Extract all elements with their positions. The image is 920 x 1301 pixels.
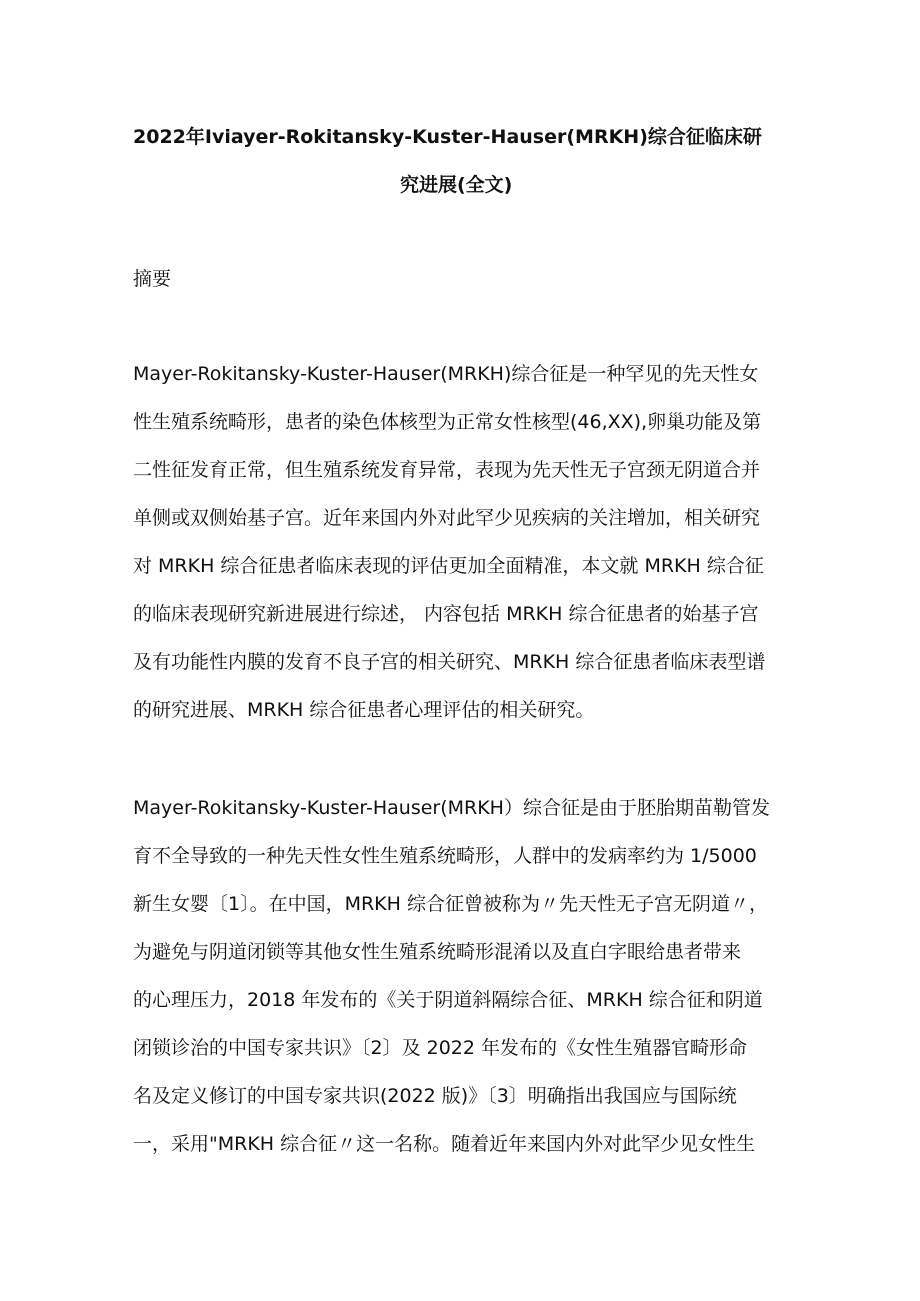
text-line: 名及定义修订的中国专家共识(2022 版)》〔3〕明确指出我国应与国际统	[133, 1085, 737, 1107]
abstract-heading: 摘要	[133, 268, 172, 290]
text-line: 性生殖系统畸形，患者的染色体核型为正常女性核型(46,XX),卵巢功能及第	[133, 411, 762, 433]
body-paragraph	[133, 794, 795, 1178]
text-line: 的心理压力，2018 年发布的《关于阴道斜隔综合征、MRKH 综合征和阴道	[133, 989, 763, 1011]
text-line: Mayer-Rokitansky-Kuster-Hauser(MRKH）综合征是由于胚胎期苗勒管发	[133, 797, 770, 819]
text-line: 为避免与阴道闭锁等其他女性生殖系统畸形混淆以及直白字眼给患者带来	[133, 941, 742, 963]
text-line: 闭锁诊治的中国专家共识》〔2〕及 2022 年发布的《女性生殖器官畸形命	[133, 1037, 748, 1059]
text-line: Mayer-Rokitansky-Kuster-Hauser(MRKH)综合征是一种罕见的先天性女	[133, 363, 759, 385]
text-line: 单侧或双侧始基子宫。近年来国内外对此罕少见疾病的关注增加，相关研究	[133, 507, 761, 529]
text-line: 及有功能性内膜的发育不良子宫的相关研究、MRKH 综合征患者临床表型谱	[133, 651, 766, 673]
text-line: 的临床表现研究新进展进行综述， 内容包括 MRKH 综合征患者的始基子宫	[133, 603, 759, 625]
document-title-line-2: 究进展(全文)	[400, 174, 513, 196]
text-line: 的研究进展、MRKH 综合征患者心理评估的相关研究。	[133, 699, 595, 721]
abstract-paragraph	[133, 360, 795, 744]
text-line: 二性征发育正常，但生殖系统发育异常，表现为先天性无子宫颈无阴道合并	[133, 459, 761, 481]
text-line: 对 MRKH 综合征患者临床表现的评估更加全面精准，本文就 MRKH 综合征	[133, 555, 764, 577]
document-title-line-1: 2022年Iviayer-Rokitansky-Kuster-Hauser(MRKH)综合征临床研	[133, 126, 762, 148]
text-line: 新生女婴〔1〕。在中国，MRKH 综合征曾被称为〃先天性无子宫无阴道〃，	[133, 893, 768, 915]
text-line: 一，采用"MRKH 综合征〃这一名称。随着近年来国内外对此罕少见女性生	[133, 1133, 756, 1155]
text-line: 育不全导致的一种先天性女性生殖系统畸形，人群中的发病率约为 1/5000	[133, 845, 757, 867]
